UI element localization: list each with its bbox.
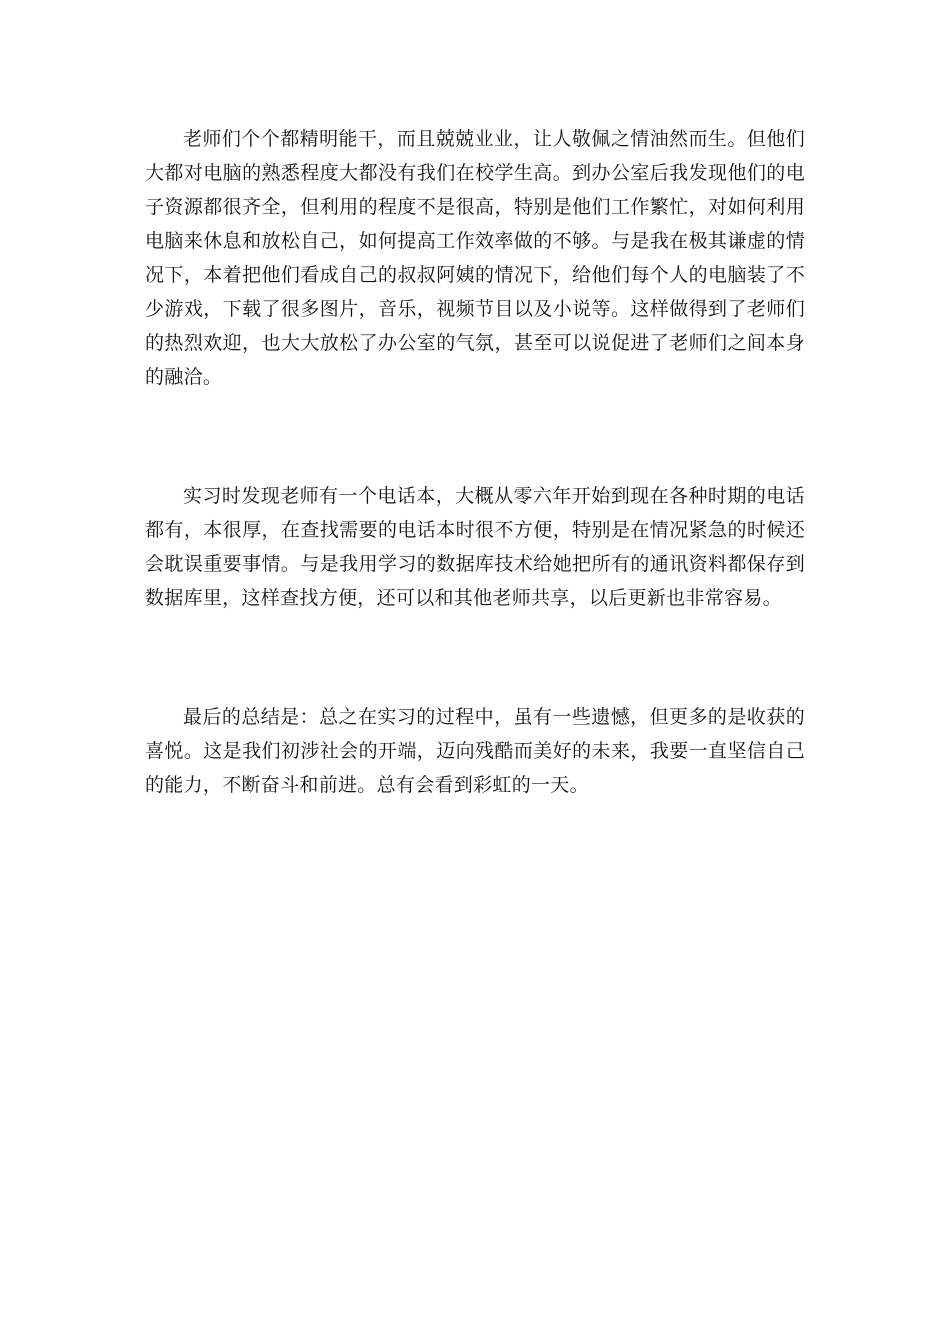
paragraph-phonebook-database: 实习时发现老师有一个电话本，大概从零六年开始到现在各种时期的电话都有，本很厚，在查找需要的电话本时很不方便，特别是在情况紧急的时候还会耽误重要事情。与是我用学习的数据库技术给她把所有的通讯资料都保存到数据库里，这样查找方便，还可以和其他老师共享，以后更新也非常容易。 — [145, 485, 805, 609]
paragraph-conclusion: 最后的总结是：总之在实习的过程中，虽有一些遗憾，但更多的是收获的喜悦。这是我们初涉社会的开端，迈向残酷而美好的未来，我要一直坚信自己的能力，不断奋斗和前进。总有会看到彩虹的一天。 — [145, 706, 805, 796]
paragraph-teachers-computers: 老师们个个都精明能干，而且兢兢业业，让人敬佩之情油然而生。但他们大都对电脑的熟悉程度大都没有我们在校学生高。到办公室后我发现他们的电子资源都很齐全，但利用的程度不是很高，特别是他们工作繁忙，对如何利用电脑来休息和放松自己，如何提高工作效率做的不够。与是我在极其谦虚的情况下，本着把他们看成自己的叔叔阿姨的情况下，给他们每个人的电脑装了不少游戏，下载了很多图片，音乐，视频节目以及小说等。这样做得到了老师们的热烈欢迎，也大大放松了办公室的气氛，甚至可以说促进了老师们之间本身的融洽。 — [145, 128, 805, 388]
document-body — [145, 122, 805, 802]
